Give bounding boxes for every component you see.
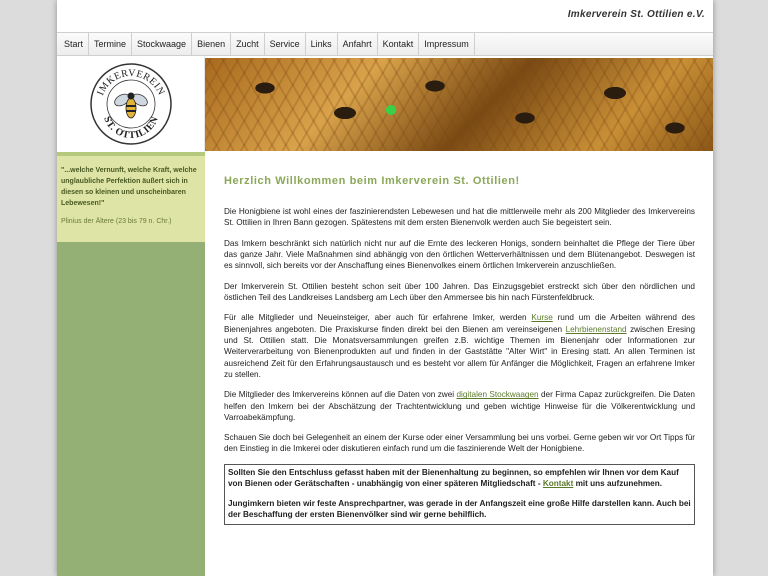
nav-item-start[interactable]: Start <box>57 33 89 55</box>
paragraph-courses <box>224 312 695 380</box>
nav-item-kontakt[interactable]: Kontakt <box>378 33 420 55</box>
stockwaagen-text-a: Die Mitglieder des Imkervereins können auf die Daten von zwei <box>224 390 457 400</box>
intro-paragraph: Die Honigbiene ist wohl eines der faszinierendsten Lebewesen und hat die mittlerweile mehr als 200 Mitglieder des Imkervereins St. Ottilien in Ihren Bann gezogen. Spätestens mit dem ersten Bienenvolk werden auch Sie begeistert sein. <box>224 207 695 228</box>
sidebar <box>57 152 205 576</box>
nav-item-impressum[interactable]: Impressum <box>419 33 475 55</box>
paragraph-imkern: Das Imkern beschränkt sich natürlich nicht nur auf die Ernte des leckeren Honigs, sondern beinhaltet die Pflege der Tiere über das ganze Jahr. Viele Maßnahmen sind abhängig von den örtlichen Wetterverhältnissen und dem Blütenangebot. Deswegen ist es sinnvoll, sich bereits vor der Anschaffung eines Bienenvolkes einem örtlichen Imkerverein anzuschließen. <box>224 238 695 271</box>
page <box>57 0 713 576</box>
digitale-stockwaagen-link[interactable]: digitalen Stockwaagen <box>456 390 539 400</box>
nav-item-anfahrt[interactable]: Anfahrt <box>338 33 378 55</box>
nav-item-termine[interactable]: Termine <box>89 33 132 55</box>
quote-author: Plinius der Ältere (23 bis 79 n. Chr.) <box>61 218 172 226</box>
lehrbienenstand-link[interactable]: Lehrbienenstand <box>565 324 627 334</box>
quote-text: "...welche Vernunft, welche Kraft, welche unglaubliche Perfektion äußert sich in diesen so kleinen und unscheinbaren Lebewesen!" <box>61 167 197 207</box>
main-content <box>205 152 713 576</box>
site-title: Imkerverein St. Ottilien e.V. <box>567 9 705 20</box>
kurse-link[interactable]: Kurse <box>531 313 553 323</box>
top-bar <box>57 0 713 32</box>
nav-item-service[interactable]: Service <box>265 33 306 55</box>
logo-bottom-text: ST. OTTILIEN <box>100 114 161 142</box>
nav-item-zucht[interactable]: Zucht <box>231 33 265 55</box>
stockwaagen-text-b: der Firma Capaz zurückgreifen. Die Daten helfen den Imkern bei der Abschätzung der Trachtentwicklung und geben wichtige Hinweise für die Völkerentwicklung und Varroabekämpfung. <box>224 390 695 422</box>
quote-box <box>57 152 205 242</box>
logo[interactable] <box>57 56 205 152</box>
nav-item-links[interactable]: Links <box>306 33 338 55</box>
paragraph-history: Der Imkerverein St. Ottilien besteht schon seit über 100 Jahren. Das Einzugsgebiet erstreckt sich über den nördlichen und östlichen Teil des Landkreises Landsberg am Lech über den Ammersee bis hin nach Fürstenfeldbruck. <box>224 281 695 303</box>
header-row <box>57 56 713 152</box>
notice-paragraph-2: Jungimkern bieten wir feste Ansprechpartner, was gerade in der Anfangszeit eine große Hilfe darstellen kann. Auch bei der Beschaffung der ersten Bienenvölker sind wir gerne behilflich. <box>228 498 691 520</box>
honeycomb-bees-banner <box>205 58 713 151</box>
courses-text-b: rund um die Arbeiten während des Bienenjahres angeboten. Die Praxiskurse finden direkt bei den Bienen am vereinseigenen <box>224 313 695 334</box>
logo-top-text: IMKERVEREIN <box>94 67 167 98</box>
notice-box <box>224 464 695 525</box>
notice-text-b: mit uns aufzunehmen. <box>573 479 663 489</box>
bee-logo-icon <box>89 62 173 146</box>
nav-item-stockwaage[interactable]: Stockwaage <box>132 33 192 55</box>
page-title: Herzlich Willkommen beim Imkerverein St. Ottilien! <box>224 175 520 187</box>
paragraph-visit: Schauen Sie doch bei Gelegenheit an einem der Kurse oder einer Versammlung bei uns vorbei. Gerne geben wir vor Ort Tipps für den Einstieg in die Imkerei oder diskutieren einfach rund um die faszinierende Welt der Honigbiene. <box>224 433 695 454</box>
kontakt-link[interactable]: Kontakt <box>542 479 574 489</box>
courses-text-c: zwischen Eresing und St. Ottilien statt. Die Monatsversammlungen greifen z.B. wichtige Themen im Bienenjahr oder Informationen zur Weiterverarbeitung von Bienenprodukten auf und finden in der Gaststätte "Alter Wirt" in Eresing statt. An allen Terminen ist ausreichend Zeit für den Erfahrungsaustausch und es besteht vor allem für Anfänger die Möglichkeit, Fragen an erfahrene Imker zu stellen. <box>224 324 695 379</box>
main-navigation <box>57 32 713 56</box>
courses-text-a: Für alle Mitglieder und Neueinsteiger, aber auch für erfahrene Imker, werden <box>224 313 532 323</box>
notice-paragraph-1 <box>228 467 691 490</box>
nav-item-bienen[interactable]: Bienen <box>192 33 231 55</box>
paragraph-stockwaagen <box>224 389 695 423</box>
content-row <box>57 152 713 576</box>
notice-text-a: Sollten Sie den Entschluss gefasst haben mit der Bienenhaltung zu beginnen, so empfehlen wir Ihnen vor dem Kauf von Bienen oder Gerätschaften - unabhängig von einer späteren Mitgliedschaft - <box>228 467 679 489</box>
